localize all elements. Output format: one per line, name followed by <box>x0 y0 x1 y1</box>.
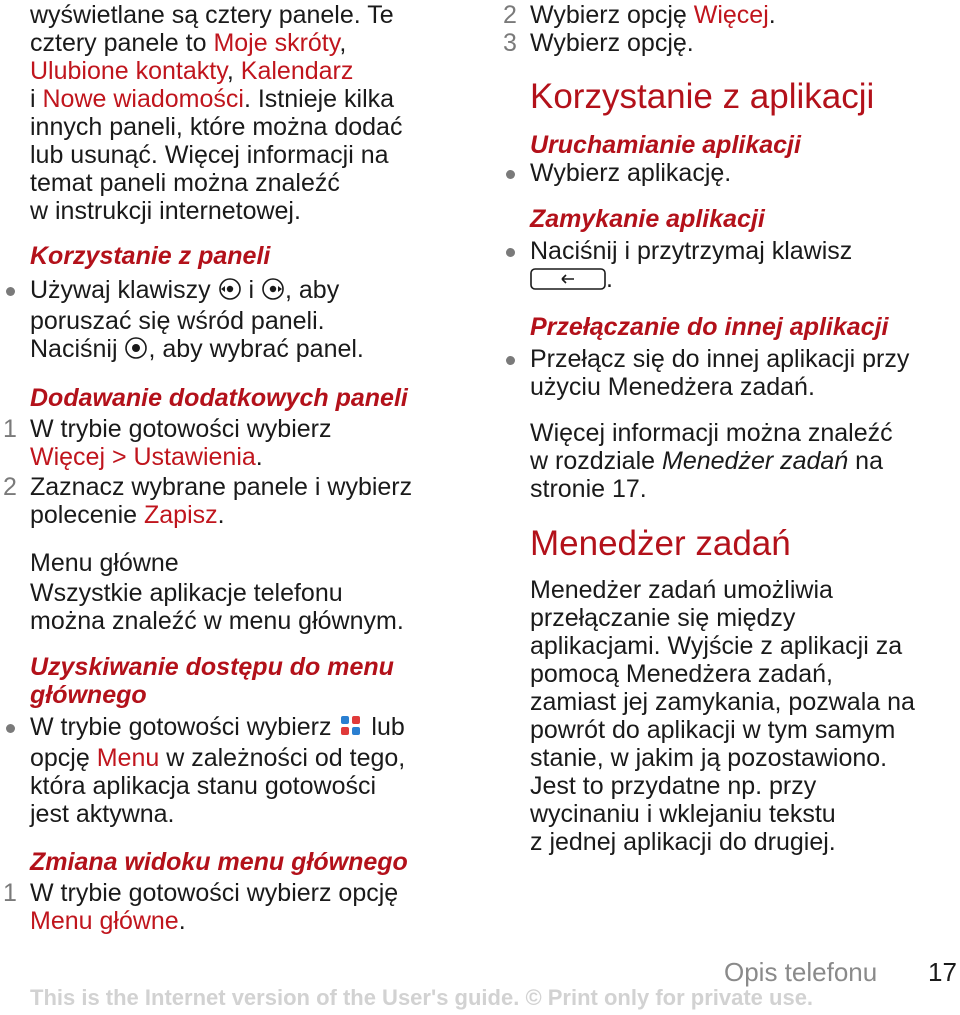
nav-left-key-icon <box>218 277 242 307</box>
task-manager-text: pomocą Menedżera zadań, <box>530 660 833 688</box>
bullet-text: Wybierz aplikację. <box>530 159 732 187</box>
panels-heading: Korzystanie z paneli <box>30 242 271 270</box>
right-step-3 <box>503 29 960 57</box>
panels-section <box>30 242 470 366</box>
step-text: Wybierz opcję. <box>530 29 694 57</box>
more-info-text: na <box>848 447 883 475</box>
intro-text: wyświetlane są cztery panele. Te <box>30 1 394 29</box>
add-panels-heading: Dodawanie dodatkowych paneli <box>30 384 408 412</box>
task-manager-text: z jednej aplikacji do drugiej. <box>530 828 836 856</box>
task-manager-text: powrót do aplikacji w tym samym <box>530 716 896 744</box>
step-text: . <box>255 443 263 471</box>
intro-text: lub usunąć. Więcej informacji na <box>30 141 389 169</box>
switch-bullet <box>530 345 960 401</box>
intro-text: cztery panele to <box>30 29 214 57</box>
intro-text: . Istnieje kilka <box>243 85 395 113</box>
task-manager-paragraph <box>530 576 960 856</box>
link-main-menu[interactable]: Menu główne <box>30 907 179 935</box>
main-menu-icon <box>338 714 364 744</box>
switch-app-heading: Przełączanie do innej aplikacji <box>530 313 889 341</box>
apps-title: Korzystanie z aplikacji <box>530 77 875 116</box>
run-bullet <box>530 159 960 187</box>
bullet-text: poruszać się wśród paneli. <box>30 307 325 335</box>
link-new-messages[interactable]: Nowe wiadomości <box>42 85 244 113</box>
bullet-text: W trybie gotowości wybierz <box>30 713 332 741</box>
nav-right-key-icon <box>261 277 285 307</box>
step-text: Zaznacz wybrane panele i wybierz <box>30 473 413 501</box>
step-number: 3 <box>503 29 517 57</box>
step-number: 1 <box>3 879 17 907</box>
bullet-text: . <box>606 265 613 293</box>
change-step-1 <box>3 879 470 935</box>
close-bullet <box>530 237 960 296</box>
bullet-text: Naciśnij i przytrzymaj klawisz <box>530 237 853 265</box>
close-app-heading: Zamykanie aplikacji <box>530 205 765 233</box>
step-text: W trybie gotowości wybierz opcję <box>30 879 399 907</box>
right-column <box>503 0 960 856</box>
link-more-settings[interactable]: Więcej > Ustawienia <box>30 443 256 471</box>
step-text: . <box>768 1 776 29</box>
bullet-text: użyciu Menedżera zadań. <box>530 373 815 401</box>
intro-text: w instrukcji internetowej. <box>30 197 301 225</box>
bullet-text: która aplikacja stanu gotowości <box>30 772 377 800</box>
link-save[interactable]: Zapisz <box>143 501 218 529</box>
intro-paragraph <box>30 1 470 225</box>
run-app-section <box>530 131 960 187</box>
switch-app-section <box>530 313 960 401</box>
step-number: 2 <box>3 473 17 501</box>
intro-text: innych paneli, które można dodać <box>30 113 403 141</box>
access-menu-heading: głównego <box>30 681 147 709</box>
task-manager-title: Menedżer zadań <box>530 524 791 563</box>
step-text: Wybierz opcję <box>530 1 694 29</box>
run-app-heading: Uruchamianie aplikacji <box>530 131 801 159</box>
more-info-text: w rozdziale <box>530 447 662 475</box>
step-number: 2 <box>503 1 517 29</box>
bullet-text: , aby wybrać panel. <box>148 335 364 363</box>
link-more[interactable]: Więcej <box>693 1 769 29</box>
more-info-text: Więcej informacji można znaleźć <box>530 419 893 447</box>
step-text: polecenie <box>30 501 144 529</box>
access-menu-heading: Uzyskiwanie dostępu do menu <box>30 653 394 681</box>
link-my-shortcuts[interactable]: Moje skróty <box>213 29 340 57</box>
bullet-text: jest aktywna. <box>30 800 175 828</box>
main-menu-text: Wszystkie aplikacje telefonu <box>30 579 343 607</box>
task-manager-text: zamiast jej zamykania, pozwala na <box>530 688 915 716</box>
task-manager-reference: Menedżer zadań <box>662 447 849 475</box>
link-menu[interactable]: Menu <box>96 744 160 772</box>
task-manager-text: Menedżer zadań umożliwia <box>530 576 833 604</box>
internet-version-notice: This is the Internet version of the User's guide. © Print only for private use. <box>30 985 814 1010</box>
bullet-text: lub <box>371 713 405 741</box>
add-step-1 <box>3 415 470 471</box>
step-text: W trybie gotowości wybierz <box>30 415 332 443</box>
close-app-section <box>530 205 960 296</box>
task-manager-text: stanie, w jakim ją pozostawiono. <box>530 744 888 772</box>
bullet-text: w zależności od tego, <box>159 744 406 772</box>
bullet-text: , aby <box>285 276 340 304</box>
change-view-section <box>3 848 470 935</box>
back-key-icon <box>530 268 606 296</box>
access-bullet <box>30 713 470 828</box>
intro-text: i <box>30 85 43 113</box>
link-calendar[interactable]: Kalendarz <box>240 57 354 85</box>
footer-section-title: Opis telefonu <box>724 957 878 987</box>
add-panels-section <box>3 384 470 529</box>
intro-text: , <box>226 57 241 85</box>
intro-text: , <box>339 29 347 57</box>
select-key-icon <box>124 336 148 366</box>
step-text: . <box>178 907 186 935</box>
bullet-text: opcję <box>30 744 97 772</box>
main-menu-heading: Menu główne <box>30 549 179 577</box>
more-info-paragraph <box>530 419 960 503</box>
step-number: 1 <box>3 415 17 443</box>
task-manager-text: Jest to przydatne np. przy <box>530 772 817 800</box>
intro-text: temat paneli można znaleźć <box>30 169 340 197</box>
bullet-text: Naciśnij <box>30 335 118 363</box>
task-manager-text: aplikacjami. Wyjście z aplikacji za <box>530 632 903 660</box>
panels-bullet <box>30 276 470 366</box>
right-step-2 <box>503 1 960 29</box>
main-menu-section <box>30 549 470 635</box>
change-view-heading: Zmiana widoku menu głównego <box>30 848 408 876</box>
bullet-text: Przełącz się do innej aplikacji przy <box>530 345 910 373</box>
task-manager-text: wycinaniu i wklejaniu tekstu <box>530 800 836 828</box>
main-menu-text: można znaleźć w menu głównym. <box>30 607 404 635</box>
add-step-2 <box>3 473 470 529</box>
access-menu-section <box>30 653 470 828</box>
task-manager-text: przełączanie się między <box>530 604 796 632</box>
page-number: 17 <box>928 957 957 987</box>
bullet-text: i <box>248 276 255 304</box>
more-info-text: stronie 17. <box>530 475 647 503</box>
bullet-text: Używaj klawiszy <box>30 276 211 304</box>
step-text: . <box>217 501 225 529</box>
link-favourite-contacts[interactable]: Ulubione kontakty <box>30 57 227 85</box>
left-column <box>3 0 470 935</box>
